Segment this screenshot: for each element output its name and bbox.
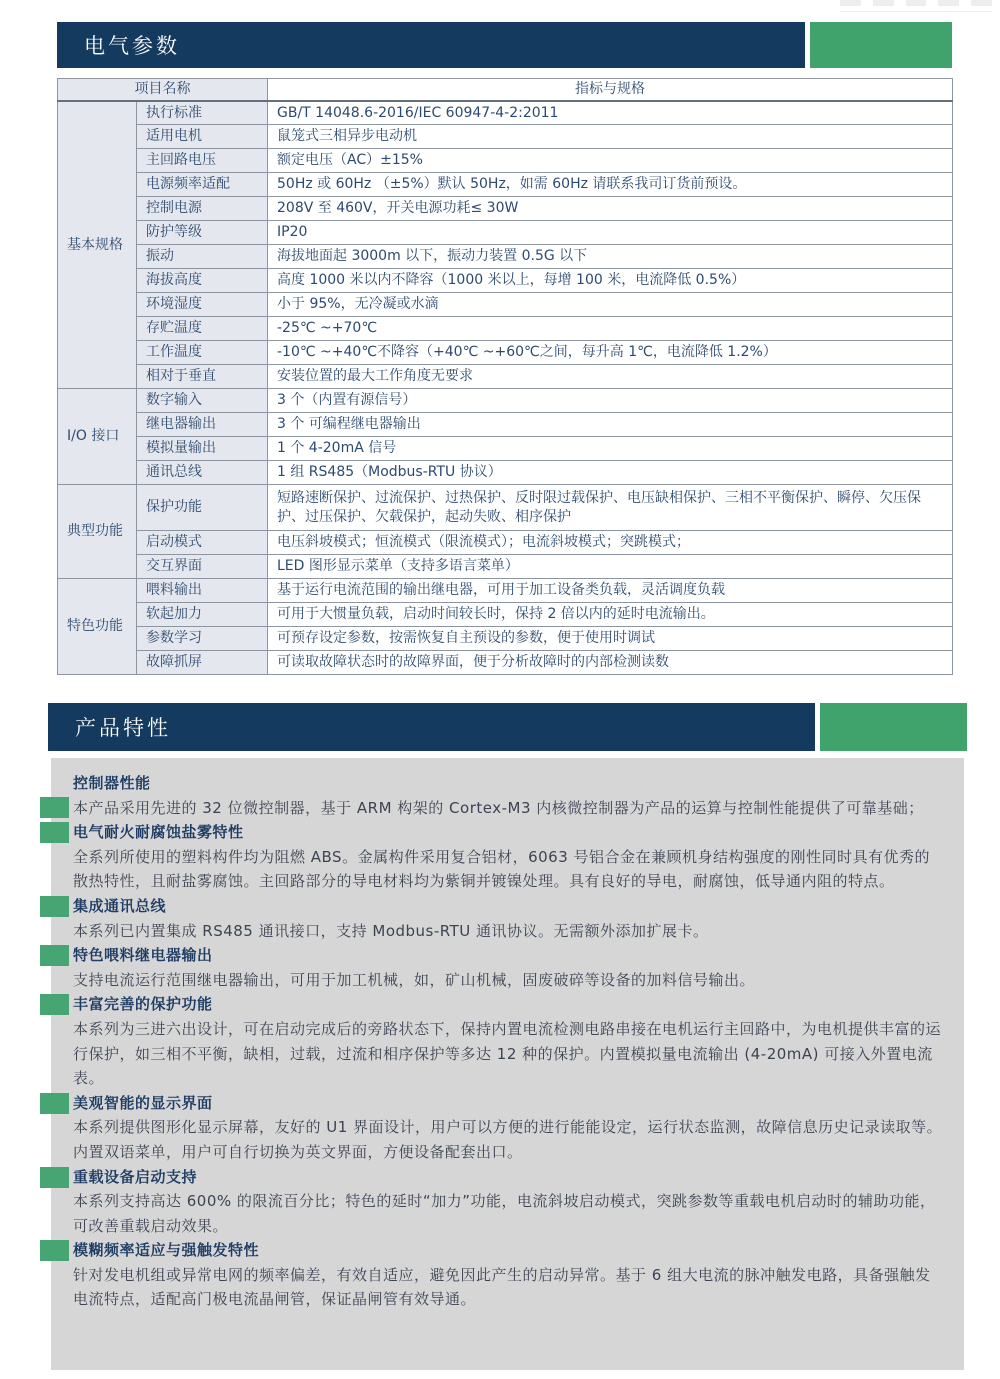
- item-cell: 继电器输出: [137, 413, 268, 437]
- table-row: [58, 603, 953, 627]
- feature-item: [73, 992, 944, 1090]
- green-accent-block: [820, 703, 967, 751]
- section-title: 产品特性: [75, 716, 171, 740]
- feature-body: 支持电流运行范围继电器输出，可用于加工机械，如，矿山机械，固废破碎等设备的加料信号输出。: [73, 970, 756, 989]
- group-cell-basic-specs: 基本规格: [58, 101, 137, 389]
- table-row: [58, 101, 953, 125]
- feature-body: 本系列支持高达 600% 的限流百分比；特色的延时“加力”功能，电流斜坡启动模式，突跳参数等重载电机启动时的辅助功能，可改善重载启动效果。: [73, 1192, 936, 1235]
- green-accent-block: [810, 22, 952, 68]
- table-row: [58, 485, 953, 531]
- value-cell: 高度 1000 米以内不降容（1000 米以上，每增 100 米，电流降低 0.5%）: [268, 269, 953, 293]
- item-cell: 通讯总线: [137, 461, 268, 485]
- feature-body: 全系列所使用的塑料构件均为阻燃 ABS。金属构件采用复合铝材，6063 号铝合金在兼顾机身结构强度的刚性同时具有优秀的散热特性，且耐盐雾腐蚀。主回路部分的导电材料均为紫铜并镀镍处理。具有良好的导电，耐腐蚀，低导通内阻的特点。: [73, 847, 931, 891]
- value-cell: 可预存设定参数，按需恢复自主预设的参数，便于使用时调试: [268, 627, 953, 651]
- feature-title: 控制器性能: [73, 774, 151, 792]
- item-cell: 故障抓屏: [137, 651, 268, 675]
- value-cell: 小于 95%，无冷凝或水滴: [268, 293, 953, 317]
- table-row: [58, 341, 953, 365]
- value-cell: 1 组 RS485（Modbus-RTU 协议）: [268, 461, 953, 485]
- item-cell: 保护功能: [137, 485, 268, 531]
- value-cell: IP20: [268, 221, 953, 245]
- feature-item: [73, 820, 944, 894]
- item-cell: 模拟量输出: [137, 437, 268, 461]
- value-cell: 基于运行电流范围的输出继电器，可用于加工设备类负载，灵活调度负载: [268, 579, 953, 603]
- value-cell: 鼠笼式三相异步电动机: [268, 125, 953, 149]
- item-cell: 适用电机: [137, 125, 268, 149]
- feature-bullet-icon: [40, 1093, 69, 1114]
- value-cell: 额定电压（AC）±15%: [268, 149, 953, 173]
- value-cell: 208V 至 460V，开关电源功耗≤ 30W: [268, 197, 953, 221]
- feature-title: 重载设备启动支持: [73, 1167, 198, 1186]
- table-row: [58, 627, 953, 651]
- feature-bullet-icon: [40, 822, 69, 843]
- table-row: [58, 317, 953, 341]
- group-cell-io: I/O 接口: [58, 389, 137, 485]
- section-title: 电气参数: [84, 34, 180, 58]
- column-header-spec: 指标与规格: [268, 79, 953, 101]
- feature-title: 电气耐火耐腐蚀盐雾特性: [73, 823, 244, 842]
- feature-body: 本系列提供图形化显示屏幕，友好的 U1 界面设计，用户可以方便的进行能能设定，运行状态监测，故障信息历史记录读取等。内置双语菜单，用户可自行切换为英文界面，方便设备配套出口。: [73, 1118, 943, 1161]
- feature-bullet-icon: [40, 896, 69, 917]
- table-row: [58, 461, 953, 485]
- feature-title: 模糊频率适应与强触发特性: [73, 1241, 260, 1260]
- value-cell: 3 个 可编程继电器输出: [268, 413, 953, 437]
- value-cell: 可读取故障状态时的故障界面，便于分析故障时的内部检测读数: [268, 651, 953, 675]
- item-cell: 振动: [137, 245, 268, 269]
- feature-body: 本产品采用先进的 32 位微控制器，基于 ARM 构架的 Cortex-M3 内核微控制器为产品的运算与控制性能提供了可靠基础；: [73, 798, 924, 817]
- item-cell: 参数学习: [137, 627, 268, 651]
- value-cell: GB/T 14048.6-2016/IEC 60947-4-2:2011: [268, 101, 953, 125]
- features-panel: [51, 758, 964, 1370]
- item-cell: 启动模式: [137, 531, 268, 555]
- item-cell: 海拔高度: [137, 269, 268, 293]
- table-row: [58, 173, 953, 197]
- item-cell: 环境湿度: [137, 293, 268, 317]
- value-cell: 电压斜坡模式；恒流模式（限流模式）；电流斜坡模式；突跳模式；: [268, 531, 953, 555]
- item-cell: 防护等级: [137, 221, 268, 245]
- item-cell: 交互界面: [137, 555, 268, 579]
- table-row: [58, 555, 953, 579]
- feature-item: [73, 943, 944, 992]
- feature-title: 集成通讯总线: [73, 896, 167, 915]
- value-cell: LED 图形显示菜单（支持多语言菜单）: [268, 555, 953, 579]
- value-cell: 短路速断保护、过流保护、过热保护、反时限过载保护、电压缺相保护、三相不平衡保护、瞬停、欠压保护、过压保护、欠载保护，起动失败、相序保护: [268, 485, 953, 531]
- table-row: [58, 293, 953, 317]
- value-cell: 可用于大惯量负载，启动时间较长时，保持 2 倍以内的延时电流输出。: [268, 603, 953, 627]
- spec-table: [57, 78, 953, 675]
- item-cell: 主回路电压: [137, 149, 268, 173]
- table-row: [58, 651, 953, 675]
- item-cell: 数字输入: [137, 389, 268, 413]
- table-row: [58, 197, 953, 221]
- group-cell-typical-functions: 典型功能: [58, 485, 137, 579]
- feature-bullet-icon: [40, 1167, 69, 1188]
- table-row: [58, 149, 953, 173]
- item-cell: 相对于垂直: [137, 365, 268, 389]
- item-cell: 控制电源: [137, 197, 268, 221]
- table-row: [58, 531, 953, 555]
- feature-item: [73, 1091, 944, 1165]
- feature-title: 特色喂料继电器输出: [73, 946, 213, 965]
- feature-item: [73, 1165, 944, 1239]
- item-cell: 存贮温度: [137, 317, 268, 341]
- feature-title: 丰富完善的保护功能: [73, 995, 213, 1014]
- feature-bullet-icon: [40, 945, 69, 966]
- group-cell-special-functions: 特色功能: [58, 579, 137, 675]
- section-header-features: [48, 703, 815, 751]
- table-header-row: [58, 79, 953, 101]
- table-row: [58, 579, 953, 603]
- feature-body: 本系列为三进六出设计，可在启动完成后的旁路状态下，保持内置电流检测电路串接在电机运行主回路中，为电机提供丰富的运行保护，如三相不平衡，缺相，过载，过流和相序保护等多达 12 种的保护。内置模拟量电流输出 (4-20mA) 可接入外置电流表。: [73, 1019, 942, 1088]
- table-row: [58, 245, 953, 269]
- feature-item: [73, 771, 944, 820]
- item-cell: 工作温度: [137, 341, 268, 365]
- value-cell: -25℃ ~+70℃: [268, 317, 953, 341]
- table-row: [58, 269, 953, 293]
- cropped-header-remnant: [840, 0, 992, 12]
- value-cell: 1 个 4-20mA 信号: [268, 437, 953, 461]
- value-cell: 安装位置的最大工作角度无要求: [268, 365, 953, 389]
- value-cell: -10℃ ~+40℃不降容（+40℃ ~+60℃之间，每升高 1℃，电流降低 1.2%）: [268, 341, 953, 365]
- value-cell: 3 个（内置有源信号）: [268, 389, 953, 413]
- value-cell: 50Hz 或 60Hz （±5%）默认 50Hz，如需 60Hz 请联系我司订货前预设。: [268, 173, 953, 197]
- feature-bullet-icon: [40, 797, 69, 818]
- item-cell: 电源频率适配: [137, 173, 268, 197]
- table-row: [58, 437, 953, 461]
- feature-title: 美观智能的显示界面: [73, 1093, 213, 1112]
- feature-item: [73, 894, 944, 943]
- feature-body: 本系列已内置集成 RS485 通讯接口，支持 Modbus-RTU 通讯协议。无需额外添加扩展卡。: [73, 921, 709, 940]
- table-row: [58, 365, 953, 389]
- feature-item: [73, 1238, 944, 1312]
- item-cell: 执行标准: [137, 101, 268, 125]
- table-row: [58, 389, 953, 413]
- table-row: [58, 221, 953, 245]
- table-row: [58, 125, 953, 149]
- section-header-electrical: [57, 22, 805, 68]
- item-cell: 软起加力: [137, 603, 268, 627]
- item-cell: 喂料输出: [137, 579, 268, 603]
- table-row: [58, 413, 953, 437]
- feature-body: 针对发电机组或异常电网的频率偏差，有效自适应，避免因此产生的启动异常。基于 6 组大电流的脉冲触发电路，具备强触发电流特点，适配高门极电流晶闸管，保证晶闸管有效导通。: [73, 1265, 931, 1309]
- feature-bullet-icon: [40, 1240, 69, 1261]
- value-cell: 海拔地面起 3000m 以下，振动力装置 0.5G 以下: [268, 245, 953, 269]
- column-header-item-name: 项目名称: [58, 79, 268, 101]
- feature-bullet-icon: [40, 994, 69, 1015]
